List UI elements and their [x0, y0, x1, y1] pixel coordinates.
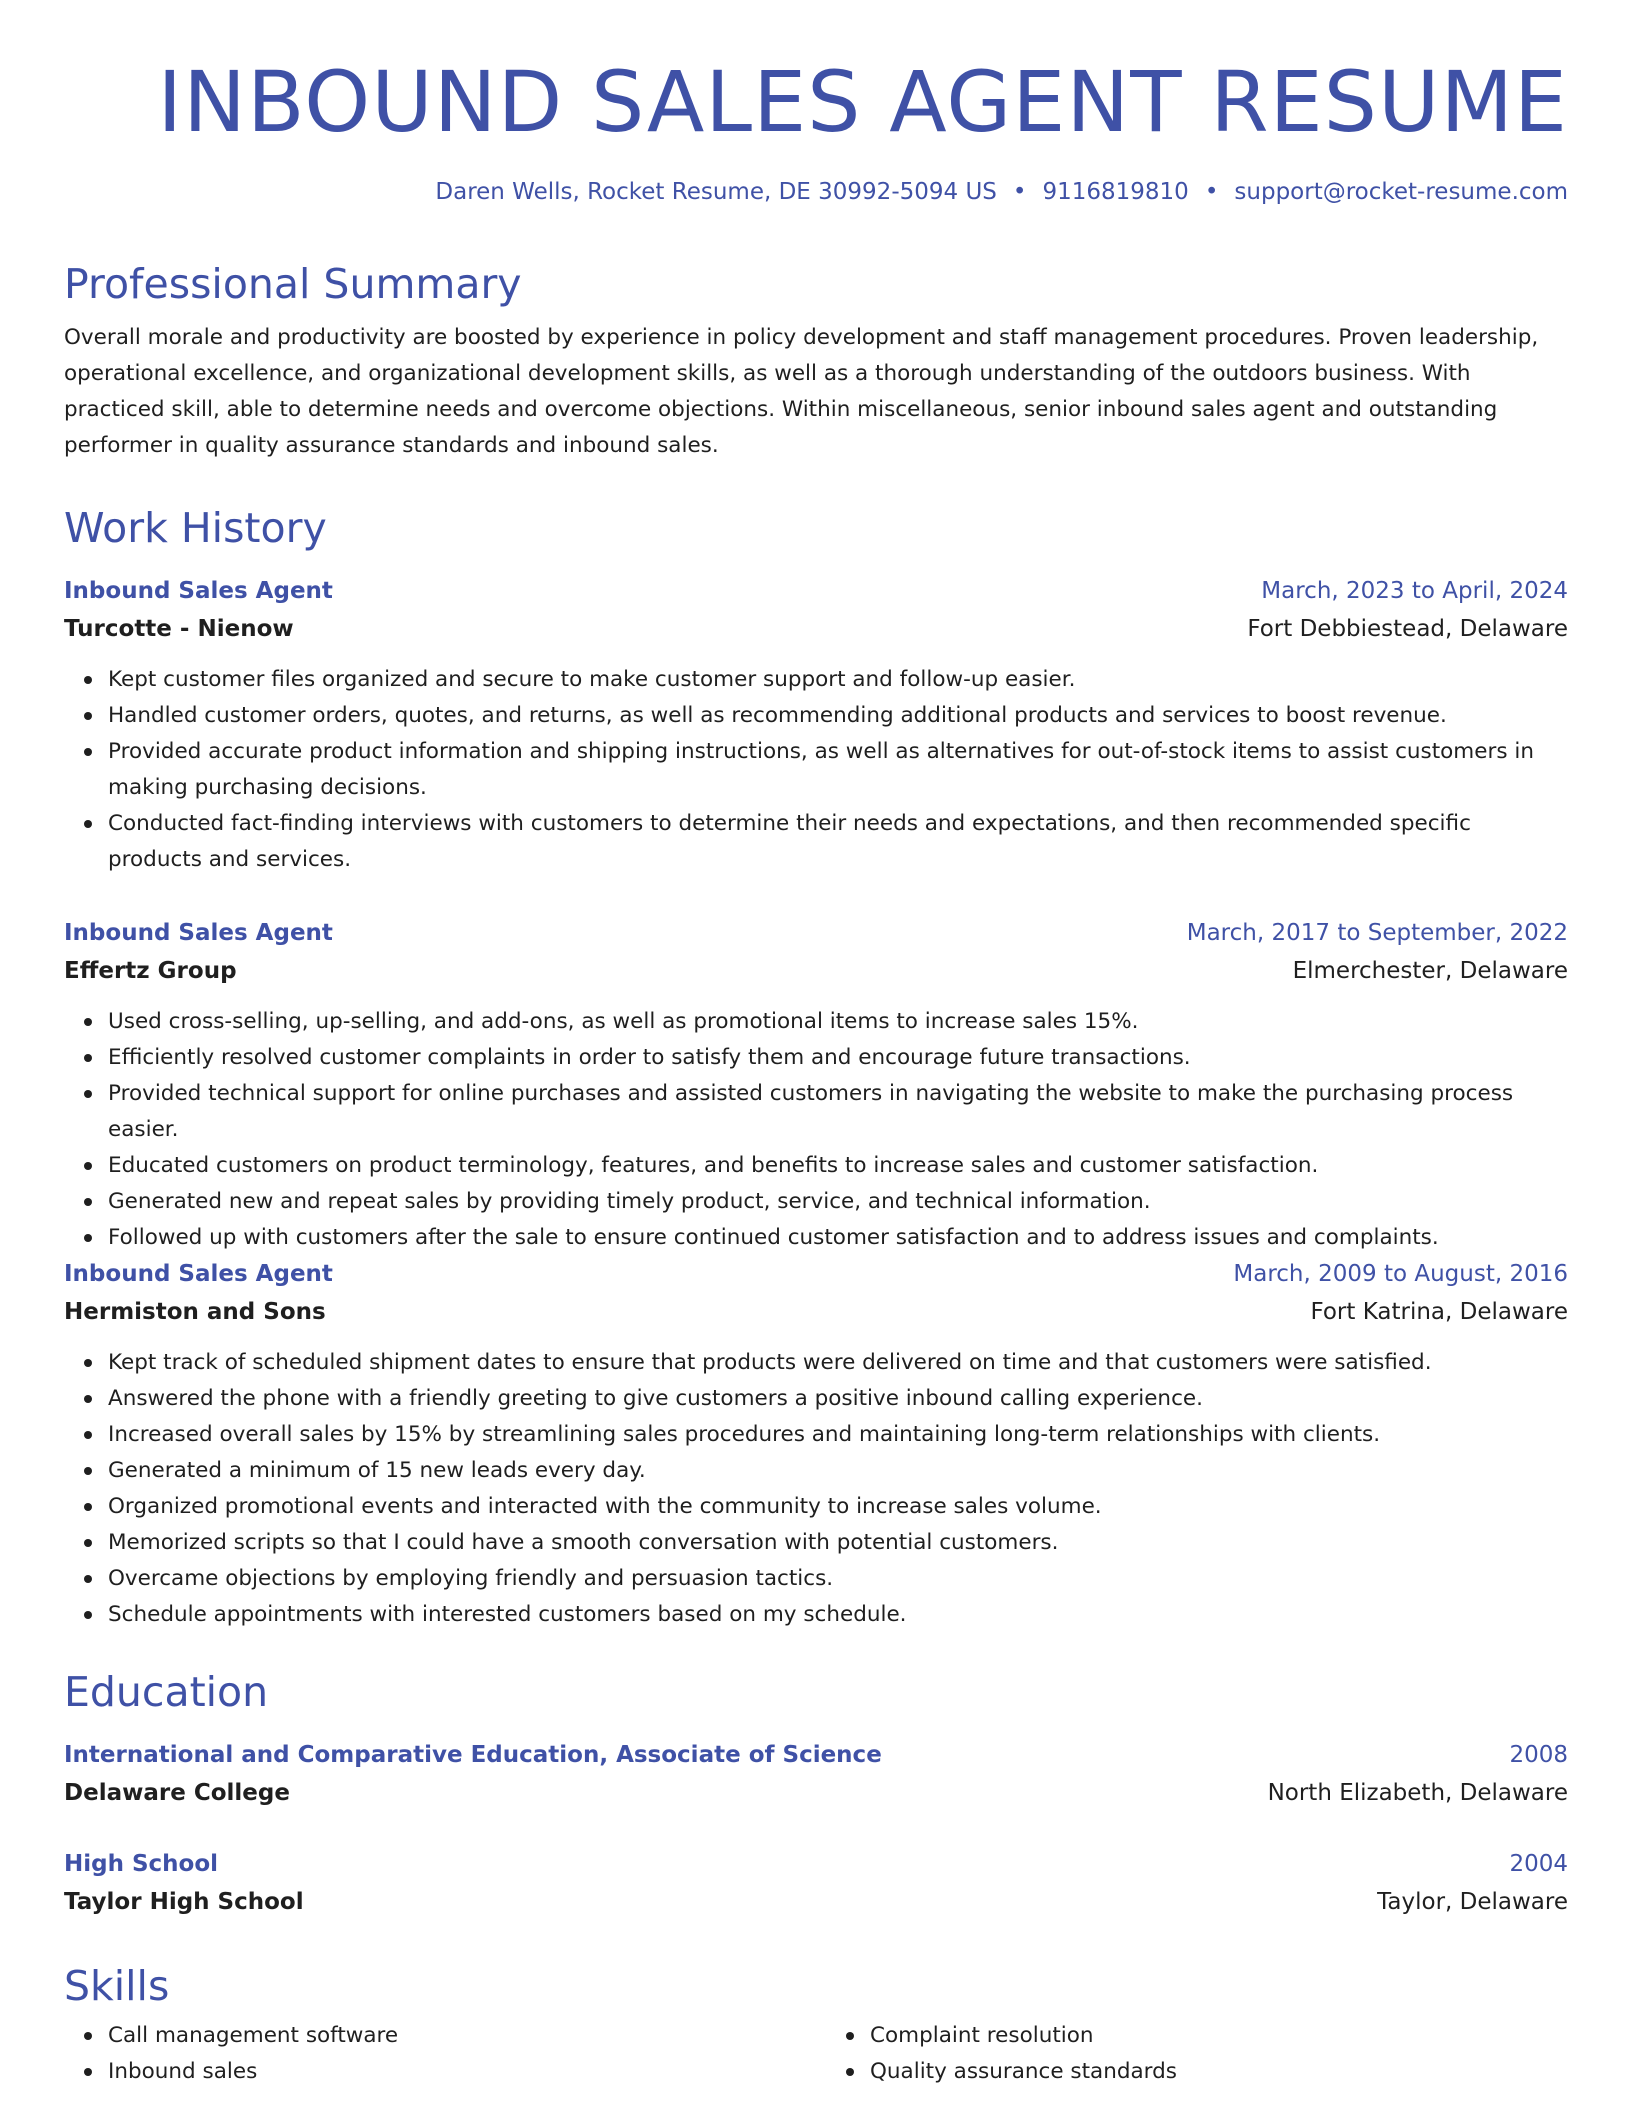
education-degree: High School	[64, 1851, 219, 1877]
skills-grid	[64, 2018, 1568, 2090]
list-item: Handled customer orders, quotes, and returns, as well as recommending additional products and services to boost revenue.	[108, 698, 1568, 734]
work-history-section	[64, 502, 1568, 554]
education-section	[64, 1666, 1568, 1718]
list-item: Used cross-selling, up-selling, and add-ons, as well as promotional items to increase sales 15%.	[108, 1004, 1568, 1040]
job-location: Fort Debbiestead, Delaware	[1247, 616, 1568, 642]
education-school: Taylor High School	[64, 1889, 304, 1915]
job-dates: March, 2023 to April, 2024	[1261, 578, 1568, 604]
list-item: Organized promotional events and interacted with the community to increase sales volume.	[108, 1489, 1568, 1525]
education-degree: International and Comparative Education, Associate of Science	[64, 1742, 882, 1768]
skill-item: Inbound sales	[108, 2054, 806, 2090]
contact-phone: 9116819810	[1042, 179, 1189, 205]
summary-text: Overall morale and productivity are boosted by experience in policy development and staff management procedures. Proven leadership, operational excellence, and organizational development skills, as well as a thorough understanding of the outdoors business. With practiced skill, able to determine needs and overcome objections. Within miscellaneous, senior inbound sales agent and outstanding performer in quality assurance standards and inbound sales.	[64, 325, 1539, 458]
contact-separator: •	[1204, 179, 1219, 205]
resume-title: INBOUND SALES AGENT RESUME	[157, 53, 1568, 151]
job-company: Hermiston and Sons	[64, 1299, 326, 1325]
list-item: Answered the phone with a friendly greeting to give customers a positive inbound calling experience.	[108, 1381, 1568, 1417]
contact-separator: •	[1012, 179, 1027, 205]
job-role: Inbound Sales Agent	[64, 578, 333, 604]
job-bullets	[64, 1004, 1568, 1256]
list-item: Educated customers on product terminology, features, and benefits to increase sales and customer satisfaction.	[108, 1148, 1568, 1184]
education-entry	[64, 1845, 1568, 1921]
job-location: Fort Katrina, Delaware	[1310, 1299, 1568, 1325]
skills-list-left	[64, 2018, 806, 2090]
job-role: Inbound Sales Agent	[64, 920, 333, 946]
list-item: Provided technical support for online purchases and assisted customers in navigating the website to make the purchasing process easier.	[108, 1076, 1568, 1148]
summary-heading: Professional Summary	[64, 260, 522, 308]
skill-item: Quality assurance standards	[870, 2054, 1568, 2090]
job-location: Elmerchester, Delaware	[1292, 958, 1568, 984]
list-item: Provided accurate product information and shipping instructions, as well as alternatives for out-of-stock items to assist customers in making purchasing decisions.	[108, 734, 1568, 806]
education-entry	[64, 1736, 1568, 1812]
education-location: Taylor, Delaware	[1377, 1889, 1568, 1915]
list-item: Generated new and repeat sales by providing timely product, service, and technical information.	[108, 1184, 1568, 1220]
list-item: Kept track of scheduled shipment dates to ensure that products were delivered on time and that customers were satisfied.	[108, 1345, 1568, 1381]
summary-section	[64, 258, 1568, 464]
contact-email[interactable]: support@rocket-resume.com	[1234, 179, 1568, 205]
education-year: 2008	[1509, 1742, 1568, 1768]
skills-list-right	[826, 2018, 1568, 2090]
list-item: Generated a minimum of 15 new leads every day.	[108, 1453, 1568, 1489]
list-item: Followed up with customers after the sale to ensure continued customer satisfaction and to address issues and complaints.	[108, 1220, 1568, 1256]
contact-address: Daren Wells, Rocket Resume, DE 30992-5094 US	[435, 179, 997, 205]
job-bullets	[64, 662, 1568, 878]
education-heading: Education	[64, 1668, 269, 1716]
education-year: 2004	[1509, 1851, 1568, 1877]
list-item: Overcame objections by employing friendly and persuasion tactics.	[108, 1561, 1568, 1597]
contact-line	[435, 176, 1568, 208]
job-entry	[64, 1255, 1568, 1633]
work-history-heading: Work History	[64, 504, 327, 552]
list-item: Conducted fact-finding interviews with customers to determine their needs and expectations, and then recommended specific products and services.	[108, 806, 1568, 878]
skill-item: Call management software	[108, 2018, 806, 2054]
list-item: Kept customer files organized and secure to make customer support and follow-up easier.	[108, 662, 1568, 698]
list-item: Efficiently resolved customer complaints in order to satisfy them and encourage future transactions.	[108, 1040, 1568, 1076]
list-item: Memorized scripts so that I could have a smooth conversation with potential customers.	[108, 1525, 1568, 1561]
skills-section	[64, 1960, 1568, 2090]
job-dates: March, 2009 to August, 2016	[1233, 1261, 1568, 1287]
job-role: Inbound Sales Agent	[64, 1261, 333, 1287]
list-item: Increased overall sales by 15% by streamlining sales procedures and maintaining long-term relationships with clients.	[108, 1417, 1568, 1453]
education-location: North Elizabeth, Delaware	[1267, 1780, 1568, 1806]
job-bullets	[64, 1345, 1568, 1633]
job-company: Turcotte - Nienow	[64, 616, 294, 642]
job-entry	[64, 572, 1568, 878]
skill-item: Complaint resolution	[870, 2018, 1568, 2054]
skills-heading: Skills	[64, 1962, 170, 2010]
job-entry	[64, 914, 1568, 1256]
education-school: Delaware College	[64, 1780, 290, 1806]
job-dates: March, 2017 to September, 2022	[1186, 920, 1568, 946]
job-company: Effertz Group	[64, 958, 237, 984]
list-item: Schedule appointments with interested customers based on my schedule.	[108, 1597, 1568, 1633]
